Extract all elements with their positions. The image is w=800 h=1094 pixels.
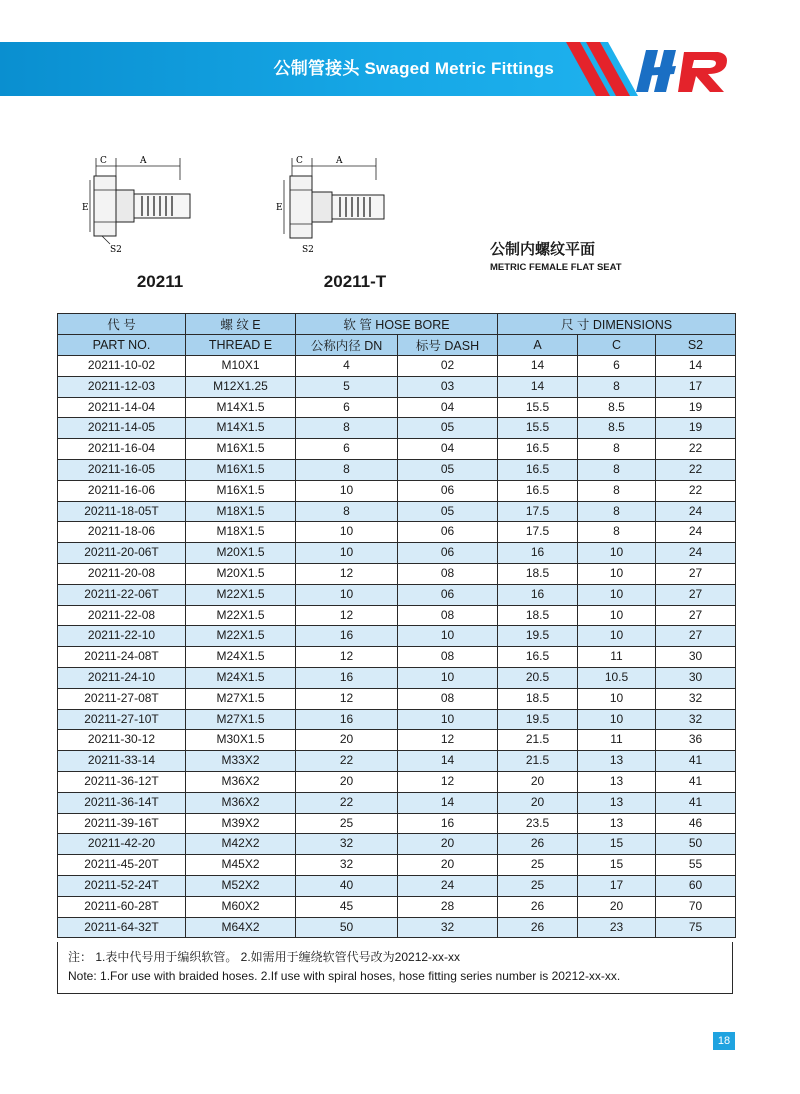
table-header-row-2 bbox=[58, 335, 736, 356]
thread-cell: M64X2 bbox=[186, 917, 296, 938]
dash-cell: 14 bbox=[398, 792, 498, 813]
c-cell: 8.5 bbox=[578, 397, 656, 418]
part-no-cell: 20211-14-05 bbox=[58, 418, 186, 439]
a-cell: 16 bbox=[498, 584, 578, 605]
s2-cell: 22 bbox=[656, 459, 736, 480]
spec-table-container bbox=[57, 313, 735, 938]
c-cell: 10 bbox=[578, 563, 656, 584]
a-cell: 26 bbox=[498, 834, 578, 855]
fitting-drawing-20211-t bbox=[272, 150, 392, 260]
thread-cell: M24X1.5 bbox=[186, 647, 296, 668]
a-cell: 16.5 bbox=[498, 439, 578, 460]
dash-cell: 08 bbox=[398, 688, 498, 709]
s2-cell: 60 bbox=[656, 875, 736, 896]
a-cell: 21.5 bbox=[498, 751, 578, 772]
dash-cell: 20 bbox=[398, 855, 498, 876]
part-no-cell: 20211-10-02 bbox=[58, 356, 186, 377]
table-row bbox=[58, 875, 736, 896]
thread-cell: M33X2 bbox=[186, 751, 296, 772]
c-cell: 11 bbox=[578, 730, 656, 751]
s2-cell: 24 bbox=[656, 501, 736, 522]
s2-cell: 30 bbox=[656, 647, 736, 668]
part-no-cell: 20211-27-08T bbox=[58, 688, 186, 709]
s2-cell: 50 bbox=[656, 834, 736, 855]
thread-cell: M20X1.5 bbox=[186, 563, 296, 584]
s2-cell: 41 bbox=[656, 771, 736, 792]
a-cell: 18.5 bbox=[498, 605, 578, 626]
s2-cell: 27 bbox=[656, 584, 736, 605]
model-label-20211: 20211 bbox=[136, 272, 184, 291]
thread-cell: M16X1.5 bbox=[186, 459, 296, 480]
dash-cell: 06 bbox=[398, 543, 498, 564]
s2-cell: 32 bbox=[656, 709, 736, 730]
part-no-cell: 20211-14-04 bbox=[58, 397, 186, 418]
drawing-label-c: C bbox=[296, 156, 303, 166]
spec-table bbox=[57, 313, 736, 938]
a-cell: 15.5 bbox=[498, 418, 578, 439]
c-cell: 8 bbox=[578, 439, 656, 460]
section-title-cn: 公制内螺纹平面 bbox=[490, 241, 596, 258]
dash-cell: 16 bbox=[398, 813, 498, 834]
dn-cell: 12 bbox=[296, 563, 398, 584]
s2-cell: 46 bbox=[656, 813, 736, 834]
header-dimensions: 尺 寸 DIMENSIONS bbox=[498, 314, 736, 335]
table-row bbox=[58, 896, 736, 917]
a-cell: 26 bbox=[498, 896, 578, 917]
dn-cell: 40 bbox=[296, 875, 398, 896]
c-cell: 10 bbox=[578, 543, 656, 564]
thread-cell: M27X1.5 bbox=[186, 709, 296, 730]
part-no-cell: 20211-16-04 bbox=[58, 439, 186, 460]
table-row bbox=[58, 751, 736, 772]
dash-cell: 08 bbox=[398, 563, 498, 584]
header-dash: 标号 DASH bbox=[398, 335, 498, 356]
dash-cell: 14 bbox=[398, 751, 498, 772]
table-row bbox=[58, 917, 736, 938]
section-title-en: METRIC FEMALE FLAT SEAT bbox=[490, 262, 622, 273]
a-cell: 16.5 bbox=[498, 647, 578, 668]
part-no-cell: 20211-39-16T bbox=[58, 813, 186, 834]
part-no-cell: 20211-60-28T bbox=[58, 896, 186, 917]
part-no-cell: 20211-24-10 bbox=[58, 667, 186, 688]
a-cell: 18.5 bbox=[498, 563, 578, 584]
dn-cell: 10 bbox=[296, 584, 398, 605]
dn-cell: 45 bbox=[296, 896, 398, 917]
s2-cell: 36 bbox=[656, 730, 736, 751]
part-no-cell: 20211-22-08 bbox=[58, 605, 186, 626]
c-cell: 13 bbox=[578, 751, 656, 772]
a-cell: 14 bbox=[498, 356, 578, 377]
thread-cell: M14X1.5 bbox=[186, 418, 296, 439]
table-row bbox=[58, 376, 736, 397]
thread-cell: M39X2 bbox=[186, 813, 296, 834]
a-cell: 15.5 bbox=[498, 397, 578, 418]
dn-cell: 10 bbox=[296, 543, 398, 564]
dash-cell: 06 bbox=[398, 480, 498, 501]
dn-cell: 8 bbox=[296, 459, 398, 480]
page-number: 18 bbox=[713, 1032, 735, 1050]
part-no-cell: 20211-20-06T bbox=[58, 543, 186, 564]
s2-cell: 70 bbox=[656, 896, 736, 917]
drawing-label-a: A bbox=[140, 156, 147, 166]
s2-cell: 22 bbox=[656, 480, 736, 501]
drawing-label-e: E bbox=[82, 203, 89, 213]
a-cell: 16 bbox=[498, 543, 578, 564]
a-cell: 25 bbox=[498, 875, 578, 896]
c-cell: 17 bbox=[578, 875, 656, 896]
header-part-no: PART NO. bbox=[58, 335, 186, 356]
dn-cell: 6 bbox=[296, 397, 398, 418]
dn-cell: 16 bbox=[296, 709, 398, 730]
part-no-cell: 20211-16-06 bbox=[58, 480, 186, 501]
a-cell: 23.5 bbox=[498, 813, 578, 834]
thread-cell: M45X2 bbox=[186, 855, 296, 876]
thread-cell: M42X2 bbox=[186, 834, 296, 855]
table-row bbox=[58, 397, 736, 418]
part-no-cell: 20211-12-03 bbox=[58, 376, 186, 397]
dash-cell: 05 bbox=[398, 459, 498, 480]
dash-cell: 32 bbox=[398, 917, 498, 938]
s2-cell: 55 bbox=[656, 855, 736, 876]
s2-cell: 27 bbox=[656, 563, 736, 584]
thread-cell: M22X1.5 bbox=[186, 584, 296, 605]
dn-cell: 8 bbox=[296, 501, 398, 522]
c-cell: 8 bbox=[578, 376, 656, 397]
thread-cell: M24X1.5 bbox=[186, 667, 296, 688]
header-s2: S2 bbox=[656, 335, 736, 356]
banner-stripes bbox=[560, 42, 640, 96]
table-header-row-1 bbox=[58, 314, 736, 335]
dn-cell: 4 bbox=[296, 356, 398, 377]
table-row bbox=[58, 459, 736, 480]
table-row bbox=[58, 543, 736, 564]
a-cell: 16.5 bbox=[498, 480, 578, 501]
thread-cell: M52X2 bbox=[186, 875, 296, 896]
dn-cell: 22 bbox=[296, 751, 398, 772]
dash-cell: 08 bbox=[398, 647, 498, 668]
c-cell: 10 bbox=[578, 605, 656, 626]
dn-cell: 22 bbox=[296, 792, 398, 813]
page-title: 公制管接头 Swaged Metric Fittings bbox=[273, 59, 554, 78]
c-cell: 13 bbox=[578, 813, 656, 834]
s2-cell: 14 bbox=[656, 356, 736, 377]
c-cell: 15 bbox=[578, 834, 656, 855]
thread-cell: M12X1.25 bbox=[186, 376, 296, 397]
header-dn: 公称内径 DN bbox=[296, 335, 398, 356]
a-cell: 18.5 bbox=[498, 688, 578, 709]
c-cell: 15 bbox=[578, 855, 656, 876]
s2-cell: 75 bbox=[656, 917, 736, 938]
part-no-cell: 20211-18-06 bbox=[58, 522, 186, 543]
table-row bbox=[58, 855, 736, 876]
a-cell: 20 bbox=[498, 792, 578, 813]
a-cell: 14 bbox=[498, 376, 578, 397]
header-thread: 螺 纹 E bbox=[186, 314, 296, 335]
table-row bbox=[58, 522, 736, 543]
dash-cell: 04 bbox=[398, 397, 498, 418]
thread-cell: M22X1.5 bbox=[186, 626, 296, 647]
table-row bbox=[58, 792, 736, 813]
dn-cell: 32 bbox=[296, 855, 398, 876]
dn-cell: 8 bbox=[296, 418, 398, 439]
thread-cell: M36X2 bbox=[186, 771, 296, 792]
c-cell: 6 bbox=[578, 356, 656, 377]
c-cell: 8 bbox=[578, 501, 656, 522]
part-no-cell: 20211-45-20T bbox=[58, 855, 186, 876]
table-row bbox=[58, 563, 736, 584]
s2-cell: 17 bbox=[656, 376, 736, 397]
thread-cell: M60X2 bbox=[186, 896, 296, 917]
table-row bbox=[58, 667, 736, 688]
drawing-label-s2: S2 bbox=[110, 245, 122, 255]
dn-cell: 6 bbox=[296, 439, 398, 460]
dn-cell: 32 bbox=[296, 834, 398, 855]
dn-cell: 12 bbox=[296, 605, 398, 626]
dash-cell: 05 bbox=[398, 418, 498, 439]
table-row bbox=[58, 730, 736, 751]
dn-cell: 10 bbox=[296, 522, 398, 543]
dash-cell: 02 bbox=[398, 356, 498, 377]
dash-cell: 03 bbox=[398, 376, 498, 397]
table-row bbox=[58, 480, 736, 501]
table-row bbox=[58, 834, 736, 855]
dash-cell: 12 bbox=[398, 730, 498, 751]
c-cell: 10 bbox=[578, 709, 656, 730]
part-no-cell: 20211-20-08 bbox=[58, 563, 186, 584]
dash-cell: 12 bbox=[398, 771, 498, 792]
model-label-20211-t: 20211-T bbox=[323, 272, 387, 291]
drawing-label-s2: S2 bbox=[302, 245, 314, 255]
dn-cell: 25 bbox=[296, 813, 398, 834]
table-row bbox=[58, 688, 736, 709]
a-cell: 26 bbox=[498, 917, 578, 938]
dash-cell: 24 bbox=[398, 875, 498, 896]
c-cell: 10.5 bbox=[578, 667, 656, 688]
table-body bbox=[58, 356, 736, 938]
table-row bbox=[58, 813, 736, 834]
thread-cell: M22X1.5 bbox=[186, 605, 296, 626]
dash-cell: 10 bbox=[398, 667, 498, 688]
dash-cell: 04 bbox=[398, 439, 498, 460]
c-cell: 23 bbox=[578, 917, 656, 938]
dn-cell: 16 bbox=[296, 667, 398, 688]
c-cell: 8 bbox=[578, 459, 656, 480]
table-row bbox=[58, 501, 736, 522]
dn-cell: 5 bbox=[296, 376, 398, 397]
c-cell: 10 bbox=[578, 688, 656, 709]
a-cell: 21.5 bbox=[498, 730, 578, 751]
brand-logo bbox=[632, 44, 732, 96]
note-en: Note: 1.For use with braided hoses. 2.If use with spiral hoses, hose fitting series number is 20212-xx-xx. bbox=[68, 969, 621, 983]
s2-cell: 22 bbox=[656, 439, 736, 460]
table-row bbox=[58, 418, 736, 439]
s2-cell: 30 bbox=[656, 667, 736, 688]
part-no-cell: 20211-24-08T bbox=[58, 647, 186, 668]
header-a: A bbox=[498, 335, 578, 356]
dn-cell: 20 bbox=[296, 730, 398, 751]
part-no-cell: 20211-36-12T bbox=[58, 771, 186, 792]
dn-cell: 20 bbox=[296, 771, 398, 792]
dn-cell: 12 bbox=[296, 647, 398, 668]
a-cell: 16.5 bbox=[498, 459, 578, 480]
a-cell: 19.5 bbox=[498, 626, 578, 647]
table-row bbox=[58, 439, 736, 460]
table-row bbox=[58, 356, 736, 377]
header-thread-e: THREAD E bbox=[186, 335, 296, 356]
dash-cell: 10 bbox=[398, 626, 498, 647]
dn-cell: 16 bbox=[296, 626, 398, 647]
thread-cell: M18X1.5 bbox=[186, 522, 296, 543]
c-cell: 8 bbox=[578, 522, 656, 543]
thread-cell: M14X1.5 bbox=[186, 397, 296, 418]
dash-cell: 06 bbox=[398, 522, 498, 543]
a-cell: 20 bbox=[498, 771, 578, 792]
s2-cell: 27 bbox=[656, 626, 736, 647]
dash-cell: 08 bbox=[398, 605, 498, 626]
part-no-cell: 20211-64-32T bbox=[58, 917, 186, 938]
s2-cell: 32 bbox=[656, 688, 736, 709]
notes-box bbox=[57, 942, 733, 994]
part-no-cell: 20211-18-05T bbox=[58, 501, 186, 522]
dn-cell: 12 bbox=[296, 688, 398, 709]
part-no-cell: 20211-22-10 bbox=[58, 626, 186, 647]
thread-cell: M20X1.5 bbox=[186, 543, 296, 564]
thread-cell: M36X2 bbox=[186, 792, 296, 813]
c-cell: 10 bbox=[578, 584, 656, 605]
c-cell: 11 bbox=[578, 647, 656, 668]
c-cell: 13 bbox=[578, 771, 656, 792]
c-cell: 10 bbox=[578, 626, 656, 647]
table-row bbox=[58, 584, 736, 605]
s2-cell: 41 bbox=[656, 792, 736, 813]
table-row bbox=[58, 626, 736, 647]
dash-cell: 05 bbox=[398, 501, 498, 522]
a-cell: 17.5 bbox=[498, 501, 578, 522]
thread-cell: M10X1 bbox=[186, 356, 296, 377]
thread-cell: M16X1.5 bbox=[186, 480, 296, 501]
drawing-label-a: A bbox=[336, 156, 343, 166]
part-no-cell: 20211-16-05 bbox=[58, 459, 186, 480]
a-cell: 20.5 bbox=[498, 667, 578, 688]
header-code: 代 号 bbox=[58, 314, 186, 335]
s2-cell: 19 bbox=[656, 418, 736, 439]
c-cell: 8 bbox=[578, 480, 656, 501]
dash-cell: 06 bbox=[398, 584, 498, 605]
c-cell: 20 bbox=[578, 896, 656, 917]
part-no-cell: 20211-42-20 bbox=[58, 834, 186, 855]
part-no-cell: 20211-27-10T bbox=[58, 709, 186, 730]
part-no-cell: 20211-33-14 bbox=[58, 751, 186, 772]
s2-cell: 19 bbox=[656, 397, 736, 418]
dash-cell: 10 bbox=[398, 709, 498, 730]
part-no-cell: 20211-30-12 bbox=[58, 730, 186, 751]
header-c: C bbox=[578, 335, 656, 356]
dn-cell: 50 bbox=[296, 917, 398, 938]
drawing-label-e: E bbox=[276, 203, 283, 213]
s2-cell: 24 bbox=[656, 543, 736, 564]
note-cn: 注： 1.表中代号用于编织软管。 2.如需用于缠绕软管代号改为20212-xx-xx bbox=[68, 950, 461, 964]
table-row bbox=[58, 605, 736, 626]
part-no-cell: 20211-36-14T bbox=[58, 792, 186, 813]
fitting-drawing-20211 bbox=[80, 150, 200, 260]
c-cell: 13 bbox=[578, 792, 656, 813]
part-no-cell: 20211-52-24T bbox=[58, 875, 186, 896]
a-cell: 19.5 bbox=[498, 709, 578, 730]
thread-cell: M16X1.5 bbox=[186, 439, 296, 460]
a-cell: 17.5 bbox=[498, 522, 578, 543]
thread-cell: M30X1.5 bbox=[186, 730, 296, 751]
dash-cell: 28 bbox=[398, 896, 498, 917]
a-cell: 25 bbox=[498, 855, 578, 876]
drawing-label-c: C bbox=[100, 156, 107, 166]
thread-cell: M27X1.5 bbox=[186, 688, 296, 709]
dash-cell: 20 bbox=[398, 834, 498, 855]
table-row bbox=[58, 647, 736, 668]
s2-cell: 24 bbox=[656, 522, 736, 543]
thread-cell: M18X1.5 bbox=[186, 501, 296, 522]
table-row bbox=[58, 709, 736, 730]
c-cell: 8.5 bbox=[578, 418, 656, 439]
header-hose-bore: 软 管 HOSE BORE bbox=[296, 314, 498, 335]
header-banner bbox=[0, 42, 640, 96]
dn-cell: 10 bbox=[296, 480, 398, 501]
table-row bbox=[58, 771, 736, 792]
s2-cell: 27 bbox=[656, 605, 736, 626]
s2-cell: 41 bbox=[656, 751, 736, 772]
part-no-cell: 20211-22-06T bbox=[58, 584, 186, 605]
